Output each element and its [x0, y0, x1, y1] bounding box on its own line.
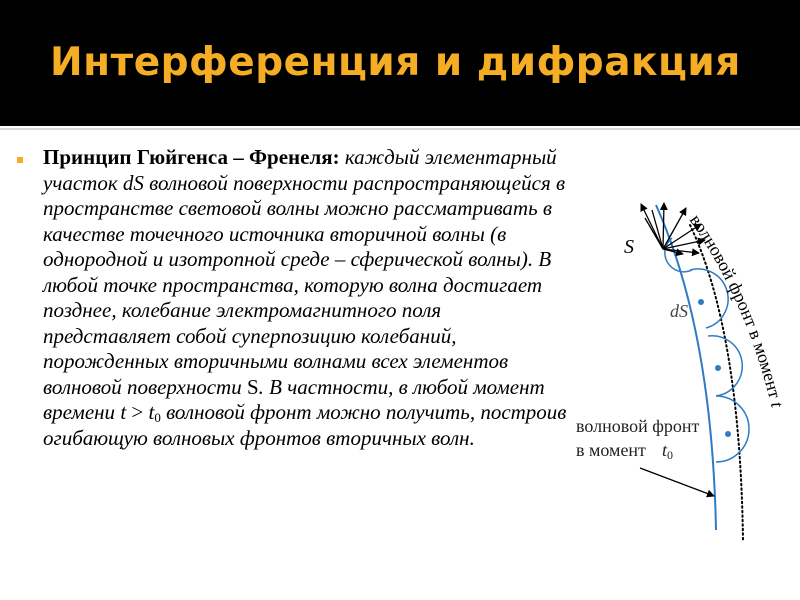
principle-name: Принцип Гюйгенса – Френеля:	[43, 145, 340, 169]
label-s: S	[624, 236, 634, 258]
label-front-later: волновой фронт в момент t	[685, 210, 788, 410]
source-point	[698, 299, 704, 305]
page-title: Интерференция и дифракция	[50, 40, 741, 85]
text-t0: t	[148, 400, 155, 424]
label-front-t0-var: t0	[662, 440, 674, 462]
pointer-arrow	[640, 468, 714, 496]
text-part-3: . В частности, в любой момент времени	[43, 374, 545, 424]
label-front-t0: волновой фронт в момент	[576, 416, 700, 460]
text-s: S	[246, 374, 259, 399]
text-part-4: волновой фронт можно получить, построив огибающую волновых фронтов вторичных волн.	[43, 400, 567, 450]
source-point	[715, 365, 721, 371]
text-t: t	[120, 400, 127, 424]
text-ds: dS	[122, 170, 144, 195]
text-part-2: волновой поверхности распространяющейся в пространстве световой волны можно рассматривать в качестве точечного источника вторичной волны (в однородной и изотропной среде – сферической волны). В любой точке пространства, которую волна достигает позднее, колебание электромагнитного поля представляет собой суперпозицию колебаний, порожденных вторичными волнами всех элементов волновой поверхности	[43, 170, 566, 399]
secondary-wavelet	[708, 336, 742, 396]
text-part-1: каждый элементарный участок	[43, 145, 557, 195]
secondary-wavelet	[716, 396, 749, 462]
source-point	[725, 431, 731, 437]
text-gt: >	[126, 400, 149, 424]
text-t0-sub: 0	[154, 410, 161, 425]
label-ds: dS	[670, 301, 688, 321]
